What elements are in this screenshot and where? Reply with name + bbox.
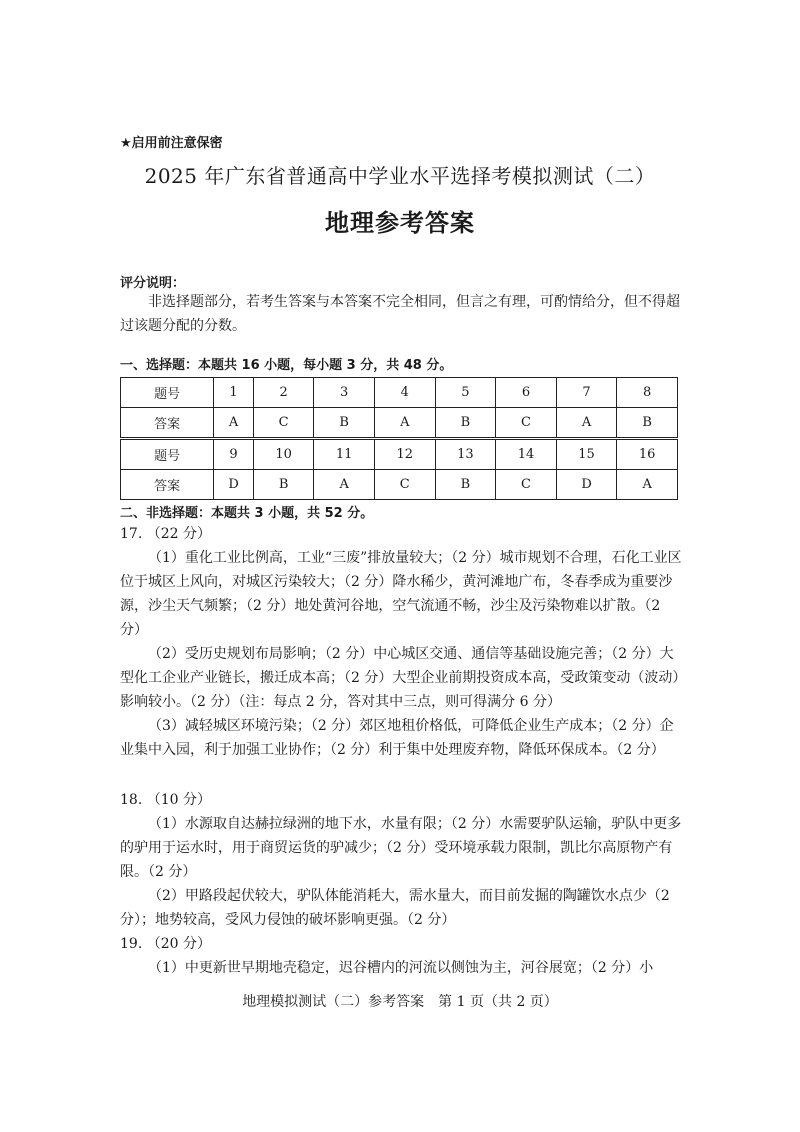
question-18 <box>120 788 682 932</box>
question-number: 4 <box>374 378 435 408</box>
answer-cell: B <box>435 408 496 439</box>
answer-cell: B <box>617 408 678 439</box>
question-17 <box>120 522 682 762</box>
question-17-part-2: （2）受历史规划布局影响；（2 分）中心城区交通、通信等基础设施完善；（2 分）大型化工企业产业链长，搬迁成本高；（2 分）大型企业前期投资成本高，受政策变动（波动）影响较小。（2 分）（注：每点 2 分，答对其中三点，则可得满分 6 分） <box>120 646 680 710</box>
table-row-answers-2 <box>121 470 678 500</box>
question-17-part-1: （1）重化工业比例高，工业“三废”排放量较大；（2 分）城市规划不合理，石化工业区位于城区上风向，对城区污染较大；（2 分）降水稀少，黄河滩地广布，冬春季成为重要沙源，沙尘天气频繁；（2 分）地处黄河谷地，空气流通不畅，沙尘及污染物难以扩散。（2 分） <box>120 550 682 638</box>
question-19-part-1: （1）中更新世早期地壳稳定，迟谷槽内的河流以侧蚀为主，河谷展宽；（2 分）小 <box>148 960 654 976</box>
question-number: 6 <box>496 378 557 408</box>
question-number: 9 <box>214 439 254 470</box>
answer-cell: A <box>214 408 254 439</box>
answer-cell: B <box>253 470 314 500</box>
answer-key-title: 地理参考答案 <box>325 209 475 237</box>
question-number: 14 <box>496 439 557 470</box>
question-19-label: 19. （20 分） <box>120 936 211 952</box>
question-number: 13 <box>435 439 496 470</box>
question-18-label: 18. （10 分） <box>120 792 211 808</box>
question-number: 10 <box>253 439 314 470</box>
page-footer: 地理模拟测试（二）参考答案 第 1 页（共 2 页） <box>242 994 558 1010</box>
answer-cell: B <box>314 408 375 439</box>
question-number: 11 <box>314 439 375 470</box>
table-row-answers-1 <box>121 408 678 439</box>
answer-cell: C <box>496 408 557 439</box>
question-17-label: 17. （22 分） <box>120 526 211 542</box>
question-number: 15 <box>556 439 617 470</box>
question-number: 12 <box>374 439 435 470</box>
question-number: 1 <box>214 378 254 408</box>
table-row-numbers-1 <box>121 378 678 408</box>
answer-cell: B <box>435 470 496 500</box>
question-number: 8 <box>617 378 678 408</box>
question-number: 5 <box>435 378 496 408</box>
answer-cell: C <box>374 470 435 500</box>
question-number: 16 <box>617 439 678 470</box>
row-label: 题号 <box>121 439 214 470</box>
question-18-part-1: （1）水源取自达赫拉绿洲的地下水，水量有限；（2 分）水需要驴队运输，驴队中更多的驴用于运水时，用于商贸运货的驴减少；（2 分）受环境承载力限制，凯比尔高原物产有限。（2 分） <box>120 816 682 880</box>
question-number: 3 <box>314 378 375 408</box>
row-label: 答案 <box>121 408 214 439</box>
question-number: 2 <box>253 378 314 408</box>
confidential-notice: ★启用前注意保密 <box>120 136 223 151</box>
row-label: 题号 <box>121 378 214 408</box>
answer-cell: A <box>556 408 617 439</box>
answer-cell: C <box>253 408 314 439</box>
exam-title: 2025 年广东省普通高中学业水平选择考模拟测试（二） <box>144 164 656 188</box>
question-19 <box>120 932 682 980</box>
row-label: 答案 <box>121 470 214 500</box>
answer-cell: D <box>214 470 254 500</box>
multiple-choice-answer-table <box>120 377 678 500</box>
section1-heading: 一、选择题：本题共 16 小题，每小题 3 分，共 48 分。 <box>120 358 453 373</box>
answer-cell: A <box>617 470 678 500</box>
section2-heading: 二、非选择题：本题共 3 小题，共 52 分。 <box>120 506 374 521</box>
answer-cell: A <box>314 470 375 500</box>
answer-cell: C <box>496 470 557 500</box>
answer-cell: A <box>374 408 435 439</box>
answer-cell: D <box>556 470 617 500</box>
question-18-part-2: （2）甲路段起伏较大，驴队体能消耗大，需水量大，而目前发掘的陶罐饮水点少（2 分）；地势较高，受风力侵蚀的破坏影响更强。（2 分） <box>120 888 670 928</box>
question-17-part-3: （3）减轻城区环境污染；（2 分）郊区地租价格低，可降低企业生产成本；（2 分）企业集中入园，利于加强工业协作；（2 分）利于集中处理废弃物，降低环保成本。（2 分） <box>120 718 674 758</box>
scoring-note-label: 评分说明： <box>120 276 186 291</box>
question-number: 7 <box>556 378 617 408</box>
table-row-numbers-2 <box>121 439 678 470</box>
scoring-note-text: 非选择题部分，若考生答案与本答案不完全相同，但言之有理，可酌情给分，但不得超过该题分配的分数。 <box>120 294 680 334</box>
